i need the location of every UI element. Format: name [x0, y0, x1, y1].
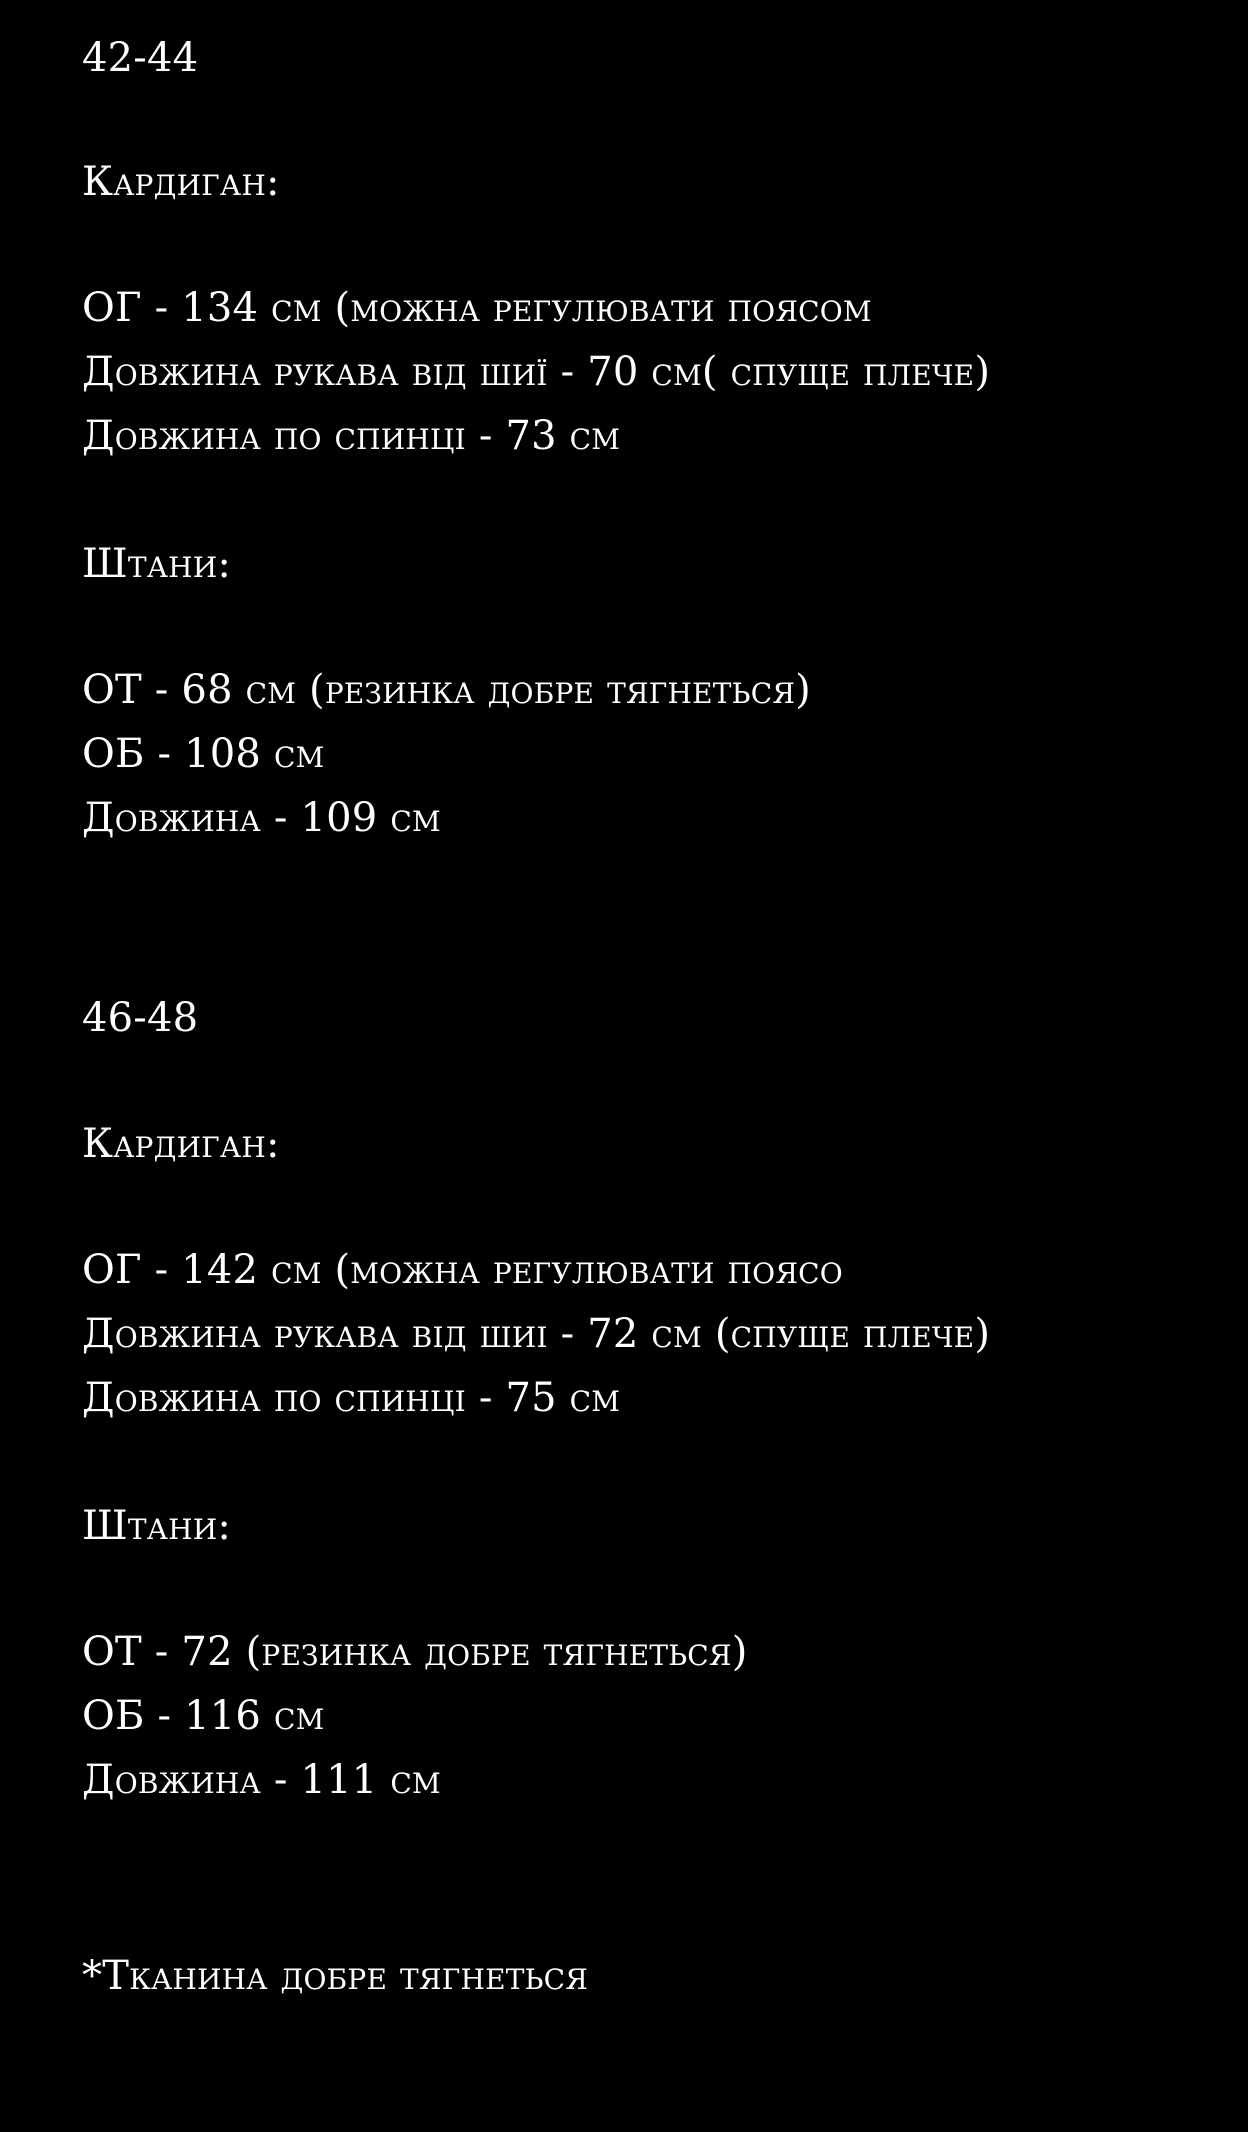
- pants-hips-46-48: ОБ - 116 см: [82, 1693, 325, 1739]
- pants-waist-42-44: ОТ - 68 см (резинка добре тягнеться): [82, 667, 811, 713]
- cardigan-chest-46-48: ОГ - 142 см (можна регулювати поясо: [82, 1247, 843, 1293]
- cardigan-heading-42-44: Кардиган:: [82, 159, 280, 205]
- size-label-42-44: 42-44: [82, 35, 199, 81]
- cardigan-sleeve-46-48: Довжина рукава від шиі - 72 см (спуще плече): [82, 1311, 991, 1357]
- fabric-footnote: *Тканина добре тягнеться: [82, 1953, 589, 1999]
- pants-heading-42-44: Штани:: [82, 541, 232, 587]
- pants-hips-42-44: ОБ - 108 см: [82, 731, 325, 777]
- cardigan-back-length-42-44: Довжина по спинці - 73 см: [82, 413, 621, 459]
- cardigan-heading-46-48: Кардиган:: [82, 1121, 280, 1167]
- pants-length-42-44: Довжина - 109 см: [82, 795, 441, 841]
- pants-length-46-48: Довжина - 111 см: [82, 1757, 441, 1803]
- cardigan-back-length-46-48: Довжина по спинці - 75 см: [82, 1375, 621, 1421]
- size-label-46-48: 46-48: [82, 995, 199, 1041]
- cardigan-chest-42-44: ОГ - 134 см (можна регулювати поясом: [82, 285, 872, 331]
- pants-heading-46-48: Штани:: [82, 1503, 232, 1549]
- pants-waist-46-48: ОТ - 72 (резинка добре тягнеться): [82, 1629, 748, 1675]
- cardigan-sleeve-42-44: Довжина рукава від шиї - 70 см( спуще плече): [82, 349, 991, 395]
